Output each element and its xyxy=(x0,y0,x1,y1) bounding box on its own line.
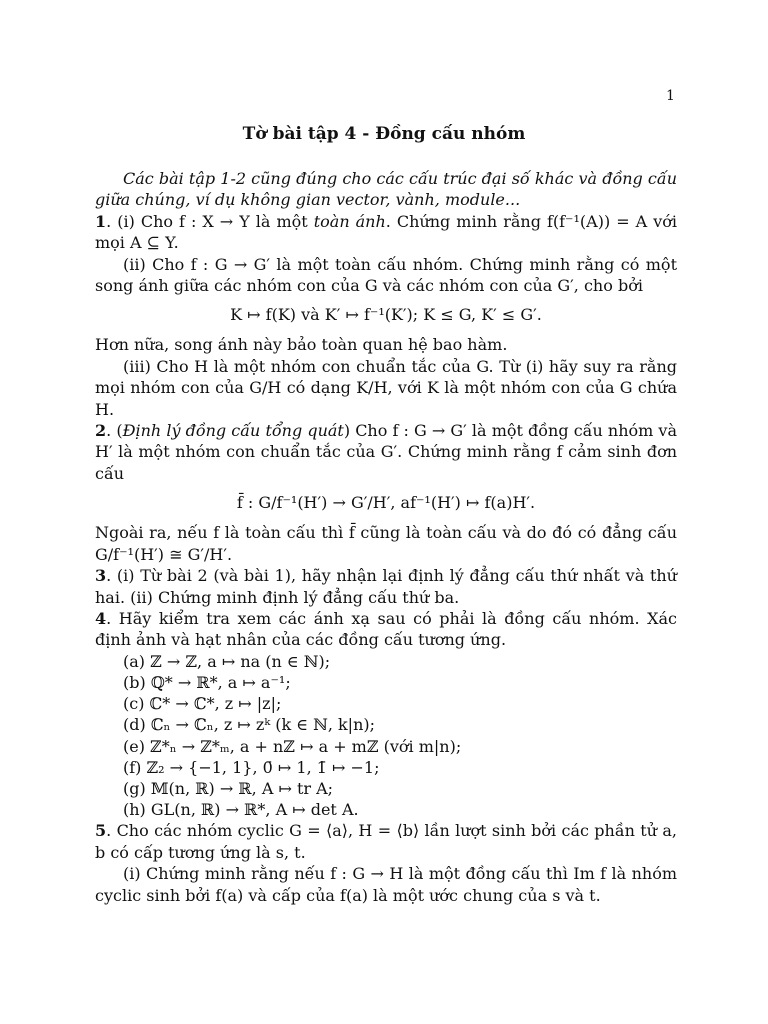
exercise-1-part-iii: (iii) Cho H là một nhóm con chuẩn tắc của G. Từ (i) hãy suy ra rằng mọi nhóm con của G/H có dạng K/H, với K là một nhóm con của G chứa H. xyxy=(95,356,677,419)
list-item: (d) ℂₙ → ℂₙ, z ↦ zᵏ (k ∈ ℕ, k|n); xyxy=(123,715,376,735)
exercise-5: 5. Cho các nhóm cyclic G = ⟨a⟩, H = ⟨b⟩ lần lượt sinh bởi các phần tử a, b có cấp tương ứng là s, t. xyxy=(95,821,677,862)
exercise-1: 1. (i) Cho f : X → Y là một toàn ánh. Chứng minh rằng f(f⁻¹(A)) = A với mọi A ⊆ Y. xyxy=(95,211,677,253)
list-item: (c) ℂ* → ℂ*, z ↦ |z|; xyxy=(123,694,282,714)
page-number: 1 xyxy=(666,88,675,104)
exercise-3: 3. (i) Từ bài 2 (và bài 1), hãy nhận lại định lý đẳng cấu thứ nhất và thứ hai. (ii) Chứng minh định lý đẳng cấu thứ ba. xyxy=(95,566,677,607)
display-formula: f̄ : G/f⁻¹(H′) → G′/H′, af⁻¹(H′) ↦ f(a)H′. xyxy=(236,493,536,513)
exercise-4: 4. Hãy kiểm tra xem các ánh xạ sau có phải là đồng cấu nhóm. Xác định ảnh và hạt nhân của các đồng cấu tương ứng. xyxy=(95,608,677,650)
exercise-2: 2. (Định lý đồng cấu tổng quát) Cho f : G → G′ là một đồng cấu nhóm và H′ là một nhóm con chuẩn tắc của G′. Chứng minh rằng f cảm sinh đơn cấu xyxy=(95,421,677,483)
exercise-number: 5 xyxy=(95,821,107,841)
paragraph: Ngoài ra, nếu f là toàn cấu thì f̄ cũng là toàn cấu và do đó có đẳng cấu G/f⁻¹(H′) ≅ G′/H′. xyxy=(95,523,677,564)
exercise-number: 3 xyxy=(95,566,107,586)
emphasis: Định lý đồng cấu tổng quát xyxy=(122,421,344,441)
exercise-number: 2 xyxy=(95,421,107,441)
intro-paragraph: Các bài tập 1-2 cũng đúng cho các cấu trúc đại số khác và đồng cấu giữa chúng, ví dụ không gian vector, vành, module... xyxy=(95,169,677,210)
exercise-number: 4 xyxy=(95,608,107,628)
exercise-5-part-i: (i) Chứng minh rằng nếu f : G → H là một đồng cấu thì Im f là nhóm cyclic sinh bởi f(a) và cấp của f(a) là một ước chung của s và t. xyxy=(95,864,677,905)
page-title: Tờ bài tập 4 - Đồng cấu nhóm xyxy=(242,124,526,144)
document-body xyxy=(95,168,677,906)
emphasis: toàn ánh xyxy=(313,211,386,231)
list-item: (a) ℤ → ℤ, a ↦ na (n ∈ ℕ); xyxy=(123,651,331,671)
list-item: (b) ℚ* → ℝ*, a ↦ a⁻¹; xyxy=(123,672,291,692)
paragraph: Hơn nữa, song ánh này bảo toàn quan hệ bao hàm. xyxy=(95,335,508,355)
list-item: (g) 𝕄(n, ℝ) → ℝ, A ↦ tr A; xyxy=(123,778,334,798)
list-item: (f) ℤ₂ → {−1, 1}, 0̄ ↦ 1, 1̄ ↦ −1; xyxy=(123,757,380,777)
list-item: (h) GL(n, ℝ) → ℝ*, A ↦ det A. xyxy=(123,800,359,820)
exercise-number: 1 xyxy=(95,211,107,231)
list-item: (e) ℤ*ₙ → ℤ*ₘ, a + nℤ ↦ a + mℤ (với m|n); xyxy=(123,736,462,756)
exercise-1-part-ii: (ii) Cho f : G → G′ là một toàn cấu nhóm. Chứng minh rằng có một song ánh giữa các nhóm con của G và các nhóm con của G′, cho bởi xyxy=(95,254,677,296)
display-formula: K ↦ f(K) và K′ ↦ f⁻¹(K′); K ≤ G, K′ ≤ G′. xyxy=(230,305,542,325)
